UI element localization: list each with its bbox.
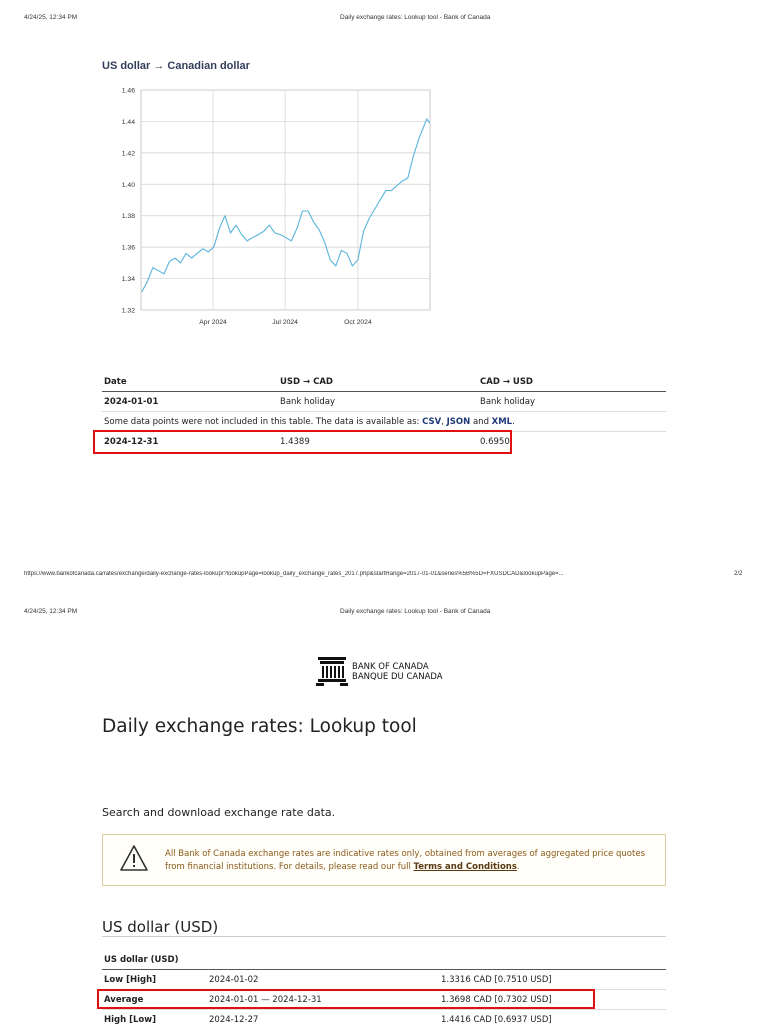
y-tick-label: 1.46 (122, 88, 135, 95)
header-date: Date (102, 372, 278, 392)
row-date: 2024-01-01 (102, 392, 278, 412)
y-tick-label: 1.38 (122, 213, 135, 220)
stat-value: 1.4416 CAD [0.6937 USD] (439, 1010, 666, 1029)
note-period: . (512, 417, 515, 427)
exchange-rate-chart (100, 80, 440, 330)
xml-link[interactable]: XML (492, 417, 512, 427)
notice-body: All Bank of Canada exchange rates are indicative rates only, obtained from averages of aggregated price quotes from financial institutions. For details, please read our full (165, 849, 645, 872)
usd-section-heading: US dollar (USD) (102, 918, 218, 936)
terms-link[interactable]: Terms and Conditions (414, 862, 517, 872)
note-text: Some data points were not included in this table. The data is available as: (104, 417, 422, 427)
y-tick-label: 1.44 (122, 119, 135, 126)
notice-text (165, 848, 645, 874)
page-title: Daily exchange rates: Lookup tool (102, 716, 417, 737)
row-usd-cad: 1.4389 (278, 432, 478, 452)
stat-date: 2024-01-01 — 2024-12-31 (207, 990, 439, 1010)
stat-date: 2024-12-27 (207, 1010, 439, 1029)
x-tick-label: Apr 2024 (199, 319, 227, 326)
row-usd-cad: Bank holiday (278, 392, 478, 412)
y-tick-label: 1.32 (122, 308, 135, 315)
row-cad-usd: 0.6950 (478, 432, 666, 452)
header-cad-usd: CAD → USD (478, 372, 666, 392)
row-date: 2024-12-31 (102, 432, 278, 452)
y-tick-label: 1.36 (122, 245, 135, 252)
highlight-box-last-row (93, 430, 512, 454)
usd-table-title: US dollar (USD) (102, 950, 666, 970)
stat-label: Low [High] (102, 970, 207, 990)
table-row (102, 970, 666, 990)
disclaimer-notice (102, 834, 666, 886)
header-usd-cad: USD → CAD (278, 372, 478, 392)
y-tick-label: 1.34 (122, 276, 135, 283)
stat-label: Average (102, 990, 207, 1010)
bank-of-canada-logo[interactable] (316, 656, 443, 688)
table-header-row (102, 372, 666, 392)
print-datetime: 4/24/25, 12:34 PM (24, 608, 77, 615)
notice-end: . (517, 862, 520, 872)
csv-link[interactable]: CSV (422, 417, 441, 427)
table-row (102, 1010, 666, 1029)
json-link[interactable]: JSON (447, 417, 471, 427)
plot-frame (141, 90, 430, 310)
warning-icon (119, 843, 149, 873)
bank-building-icon (316, 656, 348, 688)
table-row (102, 392, 666, 412)
highlight-box-average-row (97, 989, 595, 1009)
table-header-row (102, 950, 666, 970)
print-page-title: Daily exchange rates: Lookup tool - Bank of Canada (340, 14, 490, 21)
note-and: and (470, 417, 491, 427)
print-url: https://www.bankofcanada.ca/rates/exchange/daily-exchange-rates-lookup/?lookupPage=lookup_daily_exchange_rates_2017.php&startRange=2017-01-01&series%5B%5D=FXUSDCAD&lookupPage=... (24, 571, 714, 577)
print-page-number: 2/2 (734, 571, 742, 577)
data-note (102, 412, 666, 432)
print-page-title: Daily exchange rates: Lookup tool - Bank of Canada (340, 608, 490, 615)
chart-title: US dollar → Canadian dollar (102, 60, 250, 72)
stat-date: 2024-01-02 (207, 970, 439, 990)
stat-value: 1.3698 CAD [0.7302 USD] (439, 990, 666, 1010)
y-tick-label: 1.40 (122, 182, 135, 189)
stat-label: High [Low] (102, 1010, 207, 1029)
table-note-row (102, 412, 666, 432)
logo-line-fr: BANQUE DU CANADA (352, 672, 443, 682)
note-sep: , (441, 417, 446, 427)
series-line-usd-cad (142, 119, 430, 292)
y-tick-label: 1.42 (122, 150, 135, 157)
section-divider (102, 936, 666, 937)
x-tick-label: Oct 2024 (344, 319, 372, 326)
row-cad-usd: Bank holiday (478, 392, 666, 412)
print-datetime: 4/24/25, 12:34 PM (24, 14, 77, 21)
stat-value: 1.3316 CAD [0.7510 USD] (439, 970, 666, 990)
logo-line-en: BANK OF CANADA (352, 662, 443, 672)
intro-text: Search and download exchange rate data. (102, 806, 335, 819)
x-tick-label: Jul 2024 (272, 319, 298, 326)
